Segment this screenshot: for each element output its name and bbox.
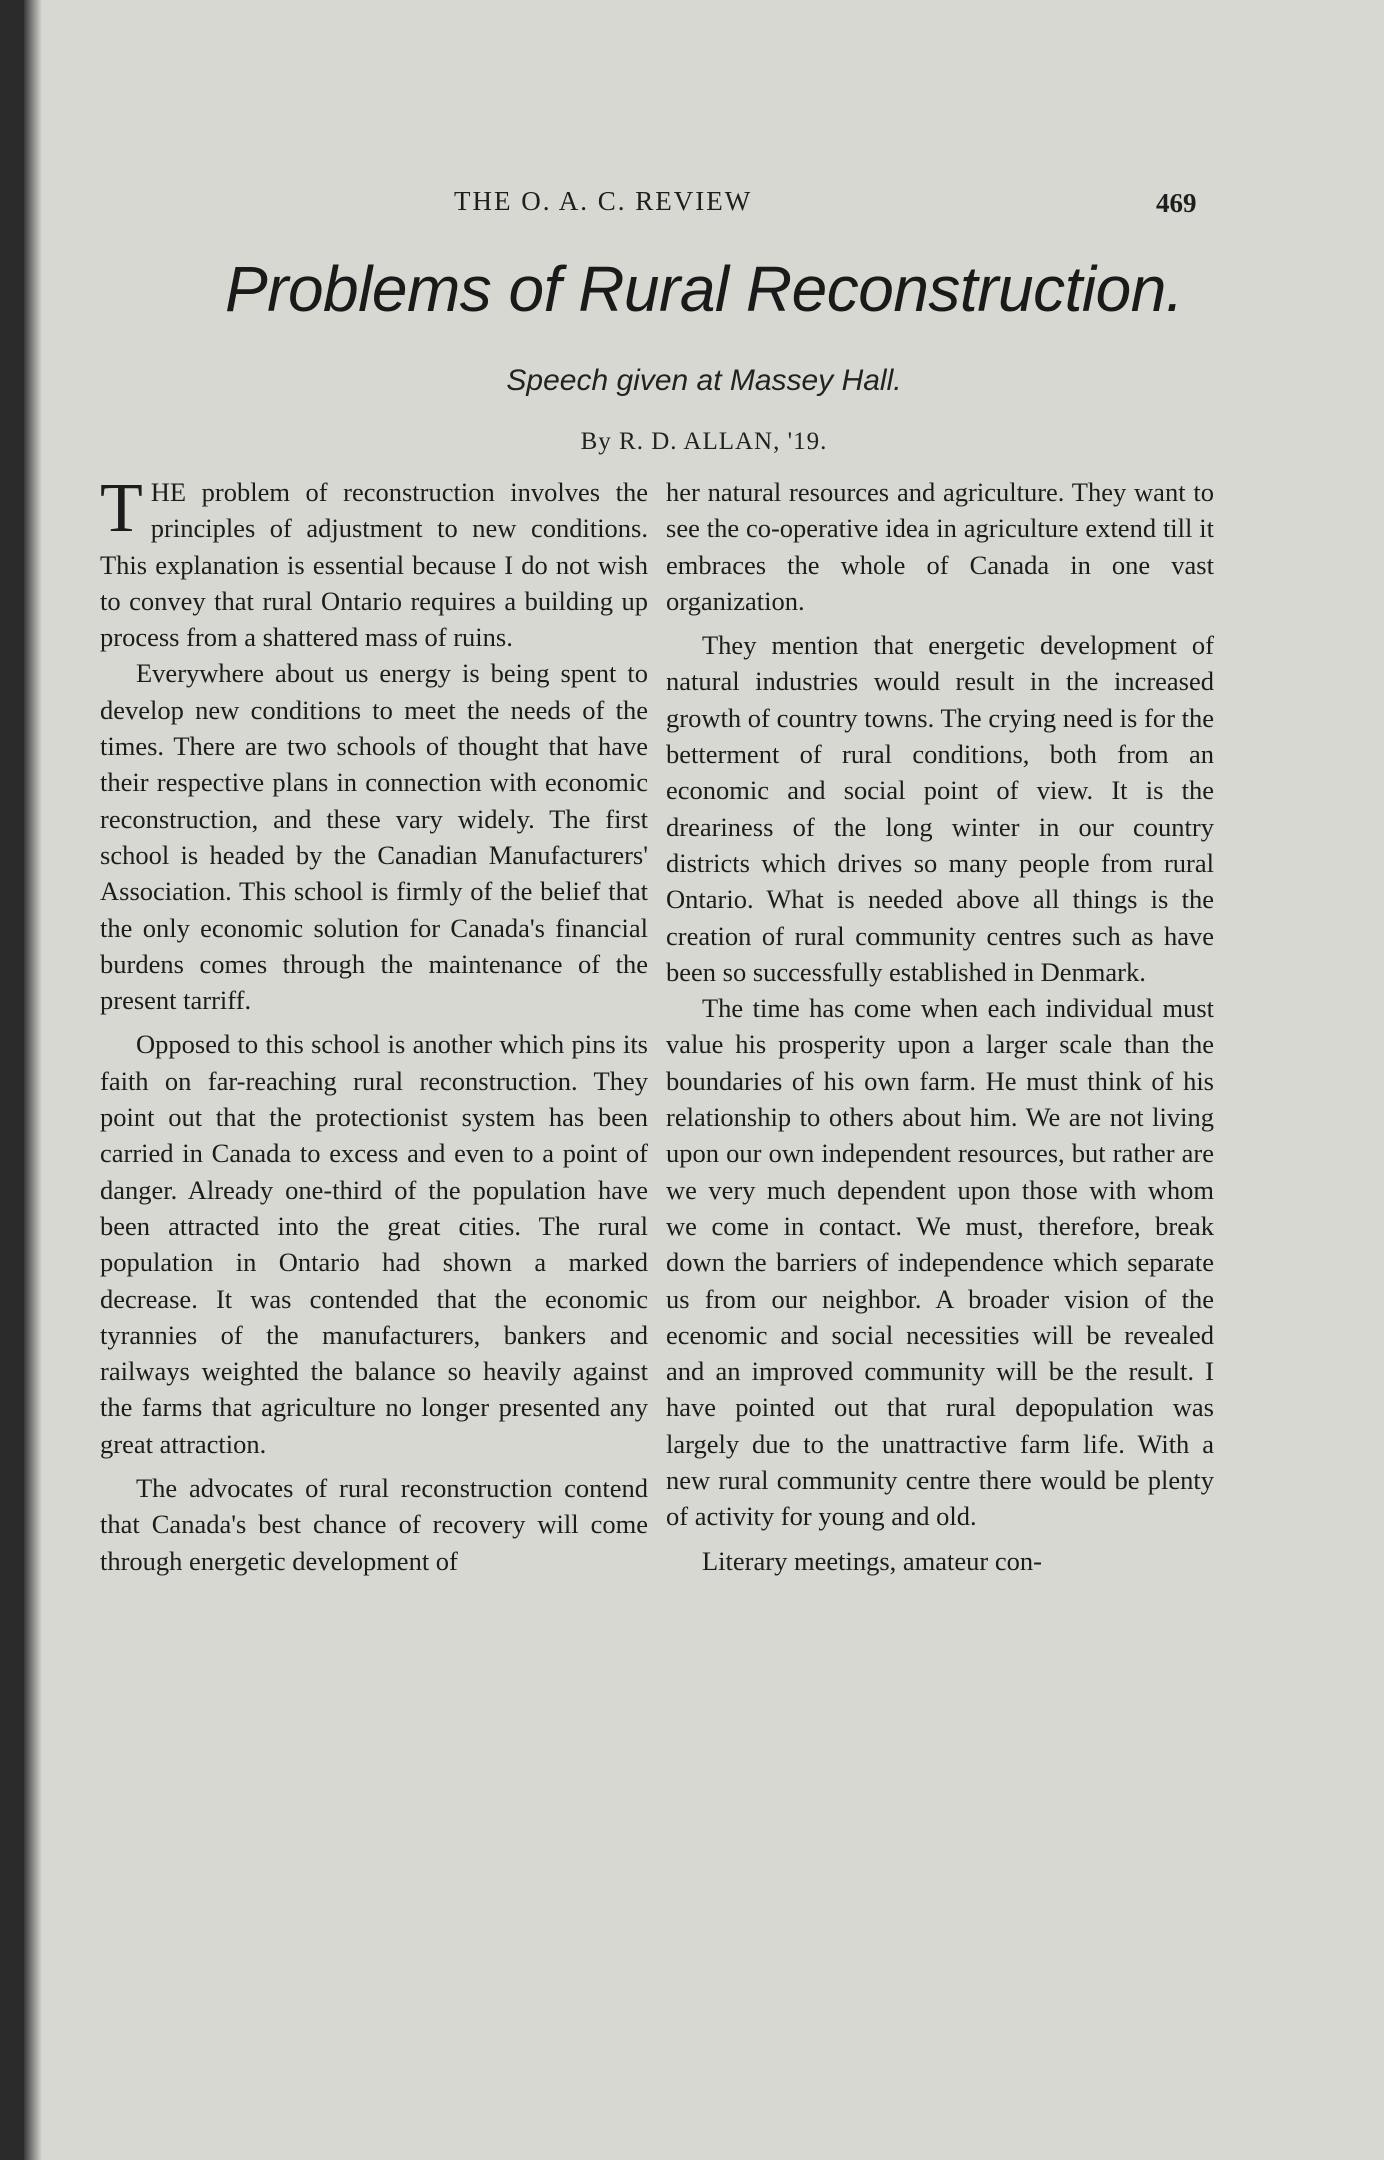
page-header [24, 186, 1384, 226]
drop-cap: T [100, 470, 143, 547]
left-column [100, 470, 648, 1579]
paragraph: Literary meetings, amateur con- [702, 1545, 1042, 1576]
document-page [24, 0, 1384, 2160]
running-head: THE O. A. C. REVIEW [454, 186, 753, 216]
article-title: Problems of Rural Reconstruction. [224, 253, 1184, 325]
article-subtitle: Speech given at Massey Hall. [506, 364, 902, 397]
page-number: 469 [1156, 188, 1197, 218]
paragraph-text: HE problem of reconstruction involves the principles of adjustment to new conditions. This explanation is essential because I do not wish to convey that rural Ontario requires a building up process from a shattered mass of ruins. [100, 477, 648, 653]
paragraph: The advocates of rural reconstruction contend that Canada's best chance of recovery will come through energetic development of [100, 1473, 648, 1576]
paragraph: Opposed to this school is another which pins its faith on far-reaching rural reconstruction. They point out that the protectionist system has been carried in Canada to excess and even to a point of danger. Already one-third of the population have been attracted into the great cities. The rural population in Ontario had shown a marked decrease. It was contended that the economic tyrannies of the manufacturers, bankers and railways weighted the balance so heavily against the farms that agriculture no longer presented any great attraction. [100, 1029, 648, 1459]
paragraph: They mention that energetic development of natural industries would result in the increased growth of country towns. The crying need is for the betterment of rural conditions, both from an economic and social point of view. It is the dreariness of the long winter in our country districts which drives so many people from rural Ontario. What is needed above all things is the creation of rural community centres such as have been so successfully established in Denmark. [666, 630, 1214, 987]
article-byline: By R. D. ALLAN, '19. [580, 428, 828, 455]
paragraph: The time has come when each individual must value his prosperity upon a larger scale than the boundaries of his own farm. He must think of his relationship to others about him. We are not living upon our own independent resources, but rather are we very much dependent upon those with whom we come in contact. We must, therefore, break down the barriers of independence which separate us from our neighbor. A broader vision of the ecenomic and social necessities will be revealed and an improved community will be the result. I have pointed out that rural depopulation was largely due to the unattractive farm life. With a new rural community centre there would be plenty of activity for young and old. [666, 993, 1214, 1532]
paragraph: Everywhere about us energy is being spent to develop new conditions to meet the needs of the times. There are two schools of thought that have their respective plans in connection with economic reconstruction, and these vary widely. The first school is headed by the Canadian Manufacturers' Association. This school is firmly of the belief that the only economic solution for Canada's financial burdens comes through the maintenance of the present tarriff. [100, 658, 648, 1016]
paragraph [100, 470, 648, 655]
paragraph: her natural resources and agriculture. They want to see the co-operative idea in agriculture extend till it embraces the whole of Canada in one vast organization. [666, 477, 1214, 616]
right-column [666, 474, 1214, 1579]
